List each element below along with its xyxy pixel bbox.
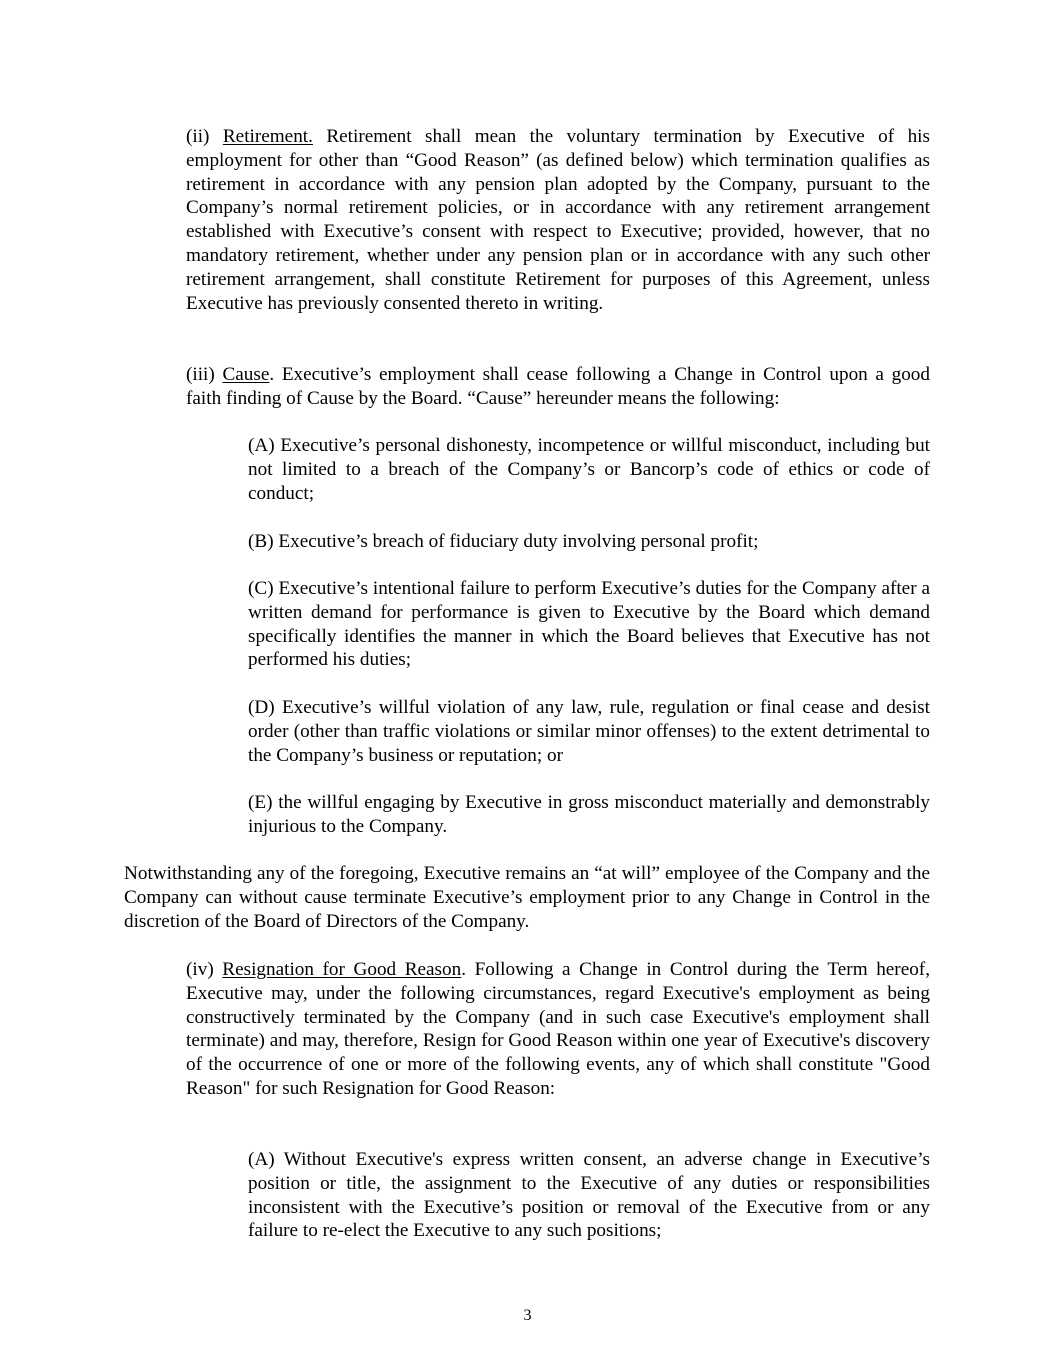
cause-item-d: (D) Executive’s willful violation of any law, rule, regulation or final cease and desist order (other than traffic violations or similar minor offenses) to the extent detrimental to the Company’s business or reputation; or — [248, 697, 930, 766]
retirement-paragraph — [186, 125, 930, 315]
retirement-heading: Retirement. — [222, 126, 313, 147]
cause-item-c: (C) Executive’s intentional failure to perform Executive’s duties for the Company after a written demand for performance is given to Executive by the Board which demand specifically identifies the manner in which the Board believes that Executive has not performed his duties; — [248, 578, 930, 671]
cause-body: . Executive’s employment shall cease following a Change in Control upon a good faith finding of Cause by the Board. “Cause” hereunder means the following: — [186, 364, 930, 409]
good-reason-paragraph — [186, 958, 930, 1101]
good-reason-body: . Following a Change in Control during the Term hereof, Executive may, under the following circumstances, regard Executive's employment as being constructively terminated by the Company (and in such case Executive's employment shall terminate) and may, therefore, Resign for Good Reason within one year of Executive's discovery of the occurrence of one or more of the following events, any of which shall constitute "Good Reason" for such Resignation for Good Reason: — [186, 959, 930, 1099]
retirement-body: Retirement shall mean the voluntary termination by Executive of his employment for other than “Good Reason” (as defined below) which termination qualifies as retirement in accordance with any pension plan adopted by the Company, pursuant to the Company’s normal retirement policies, or in accordance with any retirement arrangement established with Executive’s consent with respect to Executive; provided, however, that no mandatory retirement, whether under any pension plan or in accordance with any such other retirement arrangement, shall constitute Retirement for purposes of this Agreement, unless Executive has previously consented thereto in writing. — [186, 126, 930, 314]
cause-paragraph — [186, 363, 930, 411]
good-reason-heading: Resignation for Good Reason — [222, 959, 462, 980]
cause-item-a: (A) Executive’s personal dishonesty, incompetence or willful misconduct, including but not limited to a breach of the Company’s or Bancorp’s code of ethics or code of conduct; — [248, 435, 930, 504]
retirement-prefix: (ii) — [186, 126, 223, 147]
cause-heading: Cause — [222, 364, 270, 385]
at-will-paragraph: Notwithstanding any of the foregoing, Executive remains an “at will” employee of the Company and the Company can without cause terminate Executive’s employment prior to any Change in Control in the discretion of the Board of Directors of the Company. — [124, 863, 930, 932]
page-number: 3 — [523, 1307, 532, 1324]
cause-item-b: (B) Executive’s breach of fiduciary duty involving personal profit; — [248, 531, 759, 552]
good-reason-prefix: (iv) — [186, 959, 223, 980]
cause-prefix: (iii) — [186, 364, 223, 385]
cause-item-e: (E) the willful engaging by Executive in gross misconduct materially and demonstrably injurious to the Company. — [248, 792, 930, 837]
good-reason-item-a: (A) Without Executive's express written consent, an adverse change in Executive’s position or title, the assignment to the Executive of any duties or responsibilities inconsistent with the Executive’s position or removal of the Executive from or any failure to re-elect the Executive to any such positions; — [248, 1149, 930, 1242]
